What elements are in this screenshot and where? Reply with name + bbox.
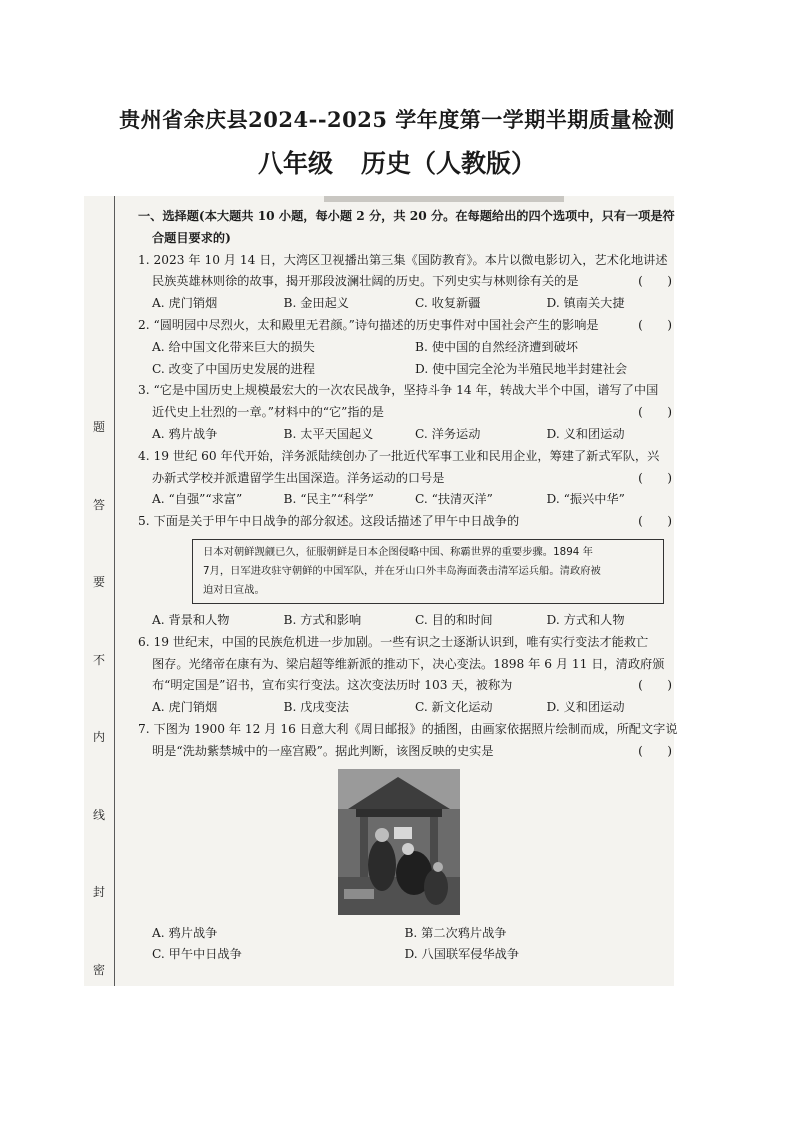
binding-margin-notice <box>88 418 110 978</box>
option-b: B. 金田起义 <box>283 296 349 311</box>
question-3-text: 3. “它是中国历史上规模最宏大的一次农民战争，坚持斗争 14 年，转战大半个中国，谱写了中国 <box>138 383 659 398</box>
historical-illustration <box>338 769 460 915</box>
option-b: B. 方式和影响 <box>283 612 362 627</box>
margin-char: 内 <box>92 730 105 745</box>
margin-char: 不 <box>92 652 105 667</box>
option-a: A. 给中国文化带来巨大的损失 <box>152 339 315 354</box>
scanned-paper <box>84 196 678 986</box>
margin-char: 答 <box>92 497 105 512</box>
margin-char: 封 <box>92 885 105 900</box>
answer-blank: ( ) <box>638 317 672 332</box>
option-c: C. 目的和时间 <box>415 612 493 627</box>
option-c: C. 新文化运动 <box>415 700 493 715</box>
margin-char: 线 <box>92 807 105 822</box>
option-a: A. 鸦片战争 <box>152 426 218 441</box>
exam-title: 贵州省余庆县2024--2025 学年度第一学期半期质量检测 <box>119 107 675 132</box>
question-1-options <box>138 293 678 315</box>
option-a: A. “自强”“求富” <box>152 492 243 507</box>
option-c: C. 收复新疆 <box>415 296 481 311</box>
answer-blank: ( ) <box>638 514 672 529</box>
margin-char: 题 <box>92 420 105 434</box>
option-d: D. 义和团运动 <box>546 700 625 715</box>
question-4-options <box>138 489 678 511</box>
option-c: C. 甲午中日战争 <box>152 947 242 962</box>
option-d: D. 方式和人物 <box>546 612 625 627</box>
question-3-text-cont: 近代史上壮烈的一章。”材料中的“它”指的是 ( ) <box>138 402 678 424</box>
option-d: D. 义和团运动 <box>546 426 625 441</box>
material-line: 日本对朝鲜觊觎已久，征服朝鲜是日本企图侵略中国、称霸世界的重要步骤。1894 年 <box>203 545 593 558</box>
question-7-text: 7. 下图为 1900 年 12 月 16 日意大利《周日邮报》的插图，由画家依据照片绘制而成，所配文字说 <box>138 721 678 736</box>
option-c: C. “扶清灭洋” <box>415 492 493 507</box>
exam-subtitle <box>0 144 794 180</box>
material-line: 迫对日宣战。 <box>203 583 265 596</box>
question-6-text-cont: 布“明定国是”诏书，宣布实行变法。这次变法历时 103 天，被称为 ( ) <box>138 675 678 697</box>
option-d: D. 使中国完全沦为半殖民地半封建社会 <box>415 361 628 376</box>
question-content <box>138 206 678 966</box>
question-7-options <box>138 923 678 967</box>
option-a: A. 背景和人物 <box>152 612 230 627</box>
answer-blank: ( ) <box>638 470 672 485</box>
answer-blank: ( ) <box>638 678 672 693</box>
question-2-text: 2. “圆明园中尽烈火，太和殿里无君颜。”诗句描述的历史事件对中国社会产生的影响是 ( ) <box>138 315 678 337</box>
question-6-options <box>138 697 678 719</box>
option-b: B. 太平天国起义 <box>283 426 374 441</box>
option-b: B. 使中国的自然经济遭到破坏 <box>415 339 578 354</box>
answer-blank: ( ) <box>638 743 672 758</box>
question-6-text: 6. 19 世纪末，中国的民族危机进一步加剧。一些有识之士逐渐认识到，唯有实行变法才能救亡 <box>138 634 649 649</box>
question-4-text: 4. 19 世纪 60 年代开始，洋务派陆续创办了一批近代军事工业和民用企业，筹建了新式军队，兴 <box>138 448 660 463</box>
option-a: A. 虎门销烟 <box>152 700 218 715</box>
looting-palace-engraving <box>338 769 460 915</box>
binding-line <box>114 196 115 986</box>
option-d: D. 八国联军侵华战争 <box>404 947 520 962</box>
option-d: D. 镇南关大捷 <box>546 296 625 311</box>
option-d: D. “振兴中华” <box>546 492 625 507</box>
subject-label: 历史（人教版） <box>361 149 537 178</box>
section-heading: 一、选择题(本大题共 10 小题，每小题 2 分，共 20 分。在每题给出的四个选项中，只有一项是符 <box>138 209 675 223</box>
question-4-text-cont: 办新式学校并派遣留学生出国深造。洋务运动的口号是 ( ) <box>138 468 678 490</box>
grade-label: 八年级 <box>257 149 333 178</box>
question-1-text: 1. 2023 年 10 月 14 日，大湾区卫视播出第三集《国防教育》。本片以微电影切入，艺术化地讲述 <box>138 252 668 267</box>
question-5-options <box>138 610 678 632</box>
answer-blank: ( ) <box>638 274 672 289</box>
question-1-text-cont: 民族英雄林则徐的故事，揭开那段波澜壮阔的历史。下列史实与林则徐有关的是 ( ) <box>138 271 678 293</box>
question-3-options <box>138 424 678 446</box>
answer-blank: ( ) <box>638 405 672 420</box>
margin-char: 密 <box>92 962 105 977</box>
question-5-text: 5. 下面是关于甲午中日战争的部分叙述。这段话描述了甲午中日战争的 ( ) <box>138 511 678 533</box>
cut-off-heading-strip <box>324 196 564 202</box>
margin-char: 要 <box>92 575 105 590</box>
option-c: C. 洋务运动 <box>415 426 481 441</box>
section-heading-cont: 合题目要求的) <box>152 230 231 245</box>
option-a: A. 鸦片战争 <box>152 925 218 940</box>
option-b: B. 第二次鸦片战争 <box>404 925 507 940</box>
material-line: 7月，日军进攻驻守朝鲜的中国军队，并在牙山口外丰岛海面袭击清军运兵船。清政府被 <box>203 564 601 577</box>
question-2-options <box>138 337 678 381</box>
option-b: B. 戊戌变法 <box>283 700 349 715</box>
source-material-box <box>192 539 664 604</box>
option-a: A. 虎门销烟 <box>152 296 218 311</box>
option-c: C. 改变了中国历史发展的进程 <box>152 361 315 376</box>
question-7-text-cont: 明是“洗劫紫禁城中的一座宫殿”。据此判断，该图反映的史实是 ( ) <box>138 741 678 763</box>
question-6-text-cont: 图存。光绪帝在康有为、梁启超等维新派的推动下，决心变法。1898 年 6 月 11 日，清政府颁 <box>152 656 665 671</box>
option-b: B. “民主”“科学” <box>283 492 374 507</box>
